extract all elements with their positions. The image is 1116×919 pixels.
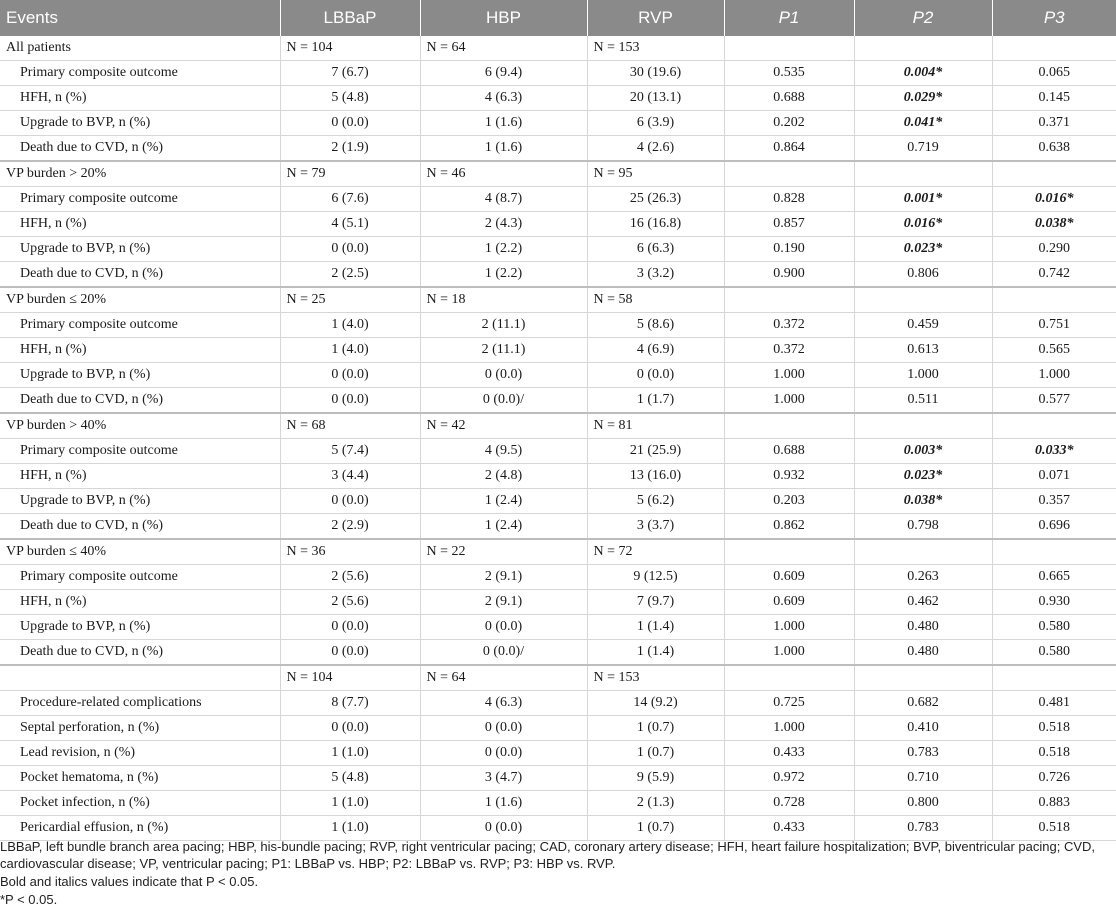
cell-p3 — [992, 287, 1116, 313]
cell-rvp: 16 (16.8) — [587, 212, 724, 237]
cell-lbbap: 0 (0.0) — [280, 388, 420, 414]
row-label: Primary composite outcome — [0, 565, 280, 590]
cell-p2 — [854, 237, 992, 262]
table-row — [0, 791, 1116, 816]
cell-lbbap: 5 (7.4) — [280, 439, 420, 464]
row-label: Septal perforation, n (%) — [0, 716, 280, 741]
significant-value: 0.023* — [903, 241, 943, 256]
header-events: Events — [0, 0, 280, 36]
cell-p2 — [854, 539, 992, 565]
cell-lbbap: 0 (0.0) — [280, 237, 420, 262]
cell-lbbap: 2 (2.5) — [280, 262, 420, 288]
cell-p3 — [992, 36, 1116, 61]
cell-p2: 0.719 — [854, 136, 992, 162]
cell-p2: 0.613 — [854, 338, 992, 363]
cell-p1: 0.202 — [724, 111, 854, 136]
cell-p1: 0.688 — [724, 439, 854, 464]
cell-p2: 0.783 — [854, 816, 992, 841]
cell-rvp: 3 (3.7) — [587, 514, 724, 540]
cell-lbbap: 1 (1.0) — [280, 791, 420, 816]
group-row — [0, 539, 1116, 565]
cell-p1: 0.535 — [724, 61, 854, 86]
cell-p1: 0.688 — [724, 86, 854, 111]
cell-p1 — [724, 665, 854, 691]
cell-p1: 0.433 — [724, 816, 854, 841]
cell-p1 — [724, 161, 854, 187]
cell-p2: 0.263 — [854, 565, 992, 590]
cell-hbp: 2 (11.1) — [420, 313, 587, 338]
cell-rvp: 21 (25.9) — [587, 439, 724, 464]
cell-lbbap: 0 (0.0) — [280, 716, 420, 741]
cell-hbp: N = 64 — [420, 665, 587, 691]
cell-rvp: 0 (0.0) — [587, 363, 724, 388]
cell-hbp: N = 22 — [420, 539, 587, 565]
cell-p2 — [854, 61, 992, 86]
cell-p3: 0.518 — [992, 816, 1116, 841]
row-label — [0, 665, 280, 691]
significant-value: 0.016* — [903, 216, 943, 231]
cell-p3 — [992, 439, 1116, 464]
table-row — [0, 816, 1116, 841]
row-label: Pericardial effusion, n (%) — [0, 816, 280, 841]
significant-value: 0.038* — [1035, 216, 1074, 231]
cell-rvp: 25 (26.3) — [587, 187, 724, 212]
table-row — [0, 640, 1116, 666]
significant-value: 0.033* — [1035, 443, 1074, 458]
table-row — [0, 741, 1116, 766]
cell-hbp: 1 (2.2) — [420, 262, 587, 288]
cell-hbp: 2 (4.3) — [420, 212, 587, 237]
cell-p1: 1.000 — [724, 716, 854, 741]
footnotes — [0, 838, 1110, 909]
cell-rvp: 9 (5.9) — [587, 766, 724, 791]
cell-hbp: 0 (0.0)/ — [420, 388, 587, 414]
table-row — [0, 439, 1116, 464]
cell-lbbap: 0 (0.0) — [280, 363, 420, 388]
cell-lbbap: 3 (4.4) — [280, 464, 420, 489]
cell-rvp: N = 153 — [587, 36, 724, 61]
cell-p2: 1.000 — [854, 363, 992, 388]
table-row — [0, 691, 1116, 716]
cell-p3: 0.071 — [992, 464, 1116, 489]
cell-rvp: N = 153 — [587, 665, 724, 691]
cell-lbbap: 2 (1.9) — [280, 136, 420, 162]
cell-p3: 0.930 — [992, 590, 1116, 615]
row-label: HFH, n (%) — [0, 338, 280, 363]
cell-p3: 0.065 — [992, 61, 1116, 86]
cell-rvp: 1 (1.4) — [587, 640, 724, 666]
cell-p2 — [854, 161, 992, 187]
cell-lbbap: 2 (5.6) — [280, 565, 420, 590]
cell-p2 — [854, 464, 992, 489]
cell-p2 — [854, 36, 992, 61]
table-row — [0, 766, 1116, 791]
cell-hbp: 4 (6.3) — [420, 86, 587, 111]
cell-p2: 0.459 — [854, 313, 992, 338]
row-label: VP burden > 40% — [0, 413, 280, 439]
cell-p1: 0.372 — [724, 313, 854, 338]
group-row — [0, 665, 1116, 691]
cell-p3: 0.742 — [992, 262, 1116, 288]
cell-p3: 0.883 — [992, 791, 1116, 816]
cell-lbbap: 0 (0.0) — [280, 111, 420, 136]
row-label: Procedure-related complications — [0, 691, 280, 716]
header-p3: P3 — [992, 0, 1116, 36]
cell-lbbap: 6 (7.6) — [280, 187, 420, 212]
cell-hbp: 1 (2.2) — [420, 237, 587, 262]
cell-p1: 1.000 — [724, 388, 854, 414]
cell-rvp: 1 (0.7) — [587, 716, 724, 741]
cell-p1: 0.932 — [724, 464, 854, 489]
cell-rvp: 6 (6.3) — [587, 237, 724, 262]
cell-p2 — [854, 413, 992, 439]
cell-p1: 0.433 — [724, 741, 854, 766]
significant-value: 0.003* — [903, 443, 943, 458]
table-row — [0, 262, 1116, 288]
header-row — [0, 0, 1116, 36]
cell-p3: 0.518 — [992, 716, 1116, 741]
cell-lbbap: 2 (5.6) — [280, 590, 420, 615]
cell-rvp: 1 (1.4) — [587, 615, 724, 640]
table-row — [0, 61, 1116, 86]
row-label: Lead revision, n (%) — [0, 741, 280, 766]
cell-p1: 1.000 — [724, 615, 854, 640]
cell-p2 — [854, 439, 992, 464]
cell-rvp: 1 (0.7) — [587, 816, 724, 841]
table-row — [0, 716, 1116, 741]
cell-hbp: 0 (0.0) — [420, 816, 587, 841]
cell-p3: 0.371 — [992, 111, 1116, 136]
cell-hbp: 0 (0.0) — [420, 716, 587, 741]
cell-p1: 0.972 — [724, 766, 854, 791]
significant-value: 0.029* — [903, 90, 943, 105]
table-row — [0, 136, 1116, 162]
cell-hbp: 2 (9.1) — [420, 565, 587, 590]
row-label: Upgrade to BVP, n (%) — [0, 489, 280, 514]
row-label: Death due to CVD, n (%) — [0, 514, 280, 540]
row-label: All patients — [0, 36, 280, 61]
cell-hbp: 2 (4.8) — [420, 464, 587, 489]
cell-lbbap: N = 25 — [280, 287, 420, 313]
header-p1: P1 — [724, 0, 854, 36]
cell-p2 — [854, 86, 992, 111]
group-row — [0, 413, 1116, 439]
cell-rvp: N = 72 — [587, 539, 724, 565]
cell-hbp: 0 (0.0) — [420, 741, 587, 766]
table-row — [0, 590, 1116, 615]
cell-p3 — [992, 665, 1116, 691]
table-row — [0, 237, 1116, 262]
table-row — [0, 615, 1116, 640]
header-rvp: RVP — [587, 0, 724, 36]
row-label: Death due to CVD, n (%) — [0, 136, 280, 162]
cell-rvp: 2 (1.3) — [587, 791, 724, 816]
cell-p3: 0.726 — [992, 766, 1116, 791]
cell-p3: 0.696 — [992, 514, 1116, 540]
header-p2: P2 — [854, 0, 992, 36]
cell-p2 — [854, 287, 992, 313]
row-label: Upgrade to BVP, n (%) — [0, 111, 280, 136]
cell-p1: 0.372 — [724, 338, 854, 363]
cell-hbp: 0 (0.0)/ — [420, 640, 587, 666]
row-label: Primary composite outcome — [0, 61, 280, 86]
row-label: VP burden ≤ 20% — [0, 287, 280, 313]
header-hbp: HBP — [420, 0, 587, 36]
cell-lbbap: N = 68 — [280, 413, 420, 439]
cell-hbp: 1 (2.4) — [420, 489, 587, 514]
cell-p2 — [854, 212, 992, 237]
cell-p3: 0.290 — [992, 237, 1116, 262]
cell-p1: 0.900 — [724, 262, 854, 288]
table-row — [0, 388, 1116, 414]
cell-p2: 0.480 — [854, 615, 992, 640]
cell-lbbap: 7 (6.7) — [280, 61, 420, 86]
cell-p3: 0.580 — [992, 615, 1116, 640]
cell-p2: 0.798 — [854, 514, 992, 540]
cell-rvp: 30 (19.6) — [587, 61, 724, 86]
cell-p1: 0.609 — [724, 565, 854, 590]
cell-lbbap: N = 104 — [280, 665, 420, 691]
cell-rvp: 4 (6.9) — [587, 338, 724, 363]
cell-lbbap: N = 36 — [280, 539, 420, 565]
cell-p1: 1.000 — [724, 363, 854, 388]
table-row — [0, 313, 1116, 338]
table-row — [0, 363, 1116, 388]
cell-p3 — [992, 539, 1116, 565]
row-label: HFH, n (%) — [0, 86, 280, 111]
cell-rvp: 7 (9.7) — [587, 590, 724, 615]
cell-rvp: 13 (16.0) — [587, 464, 724, 489]
cell-hbp: N = 42 — [420, 413, 587, 439]
cell-hbp: 1 (2.4) — [420, 514, 587, 540]
cell-p2 — [854, 187, 992, 212]
cell-lbbap: 1 (4.0) — [280, 338, 420, 363]
cell-rvp: 1 (1.7) — [587, 388, 724, 414]
cell-p1 — [724, 413, 854, 439]
cell-p1: 0.190 — [724, 237, 854, 262]
table-row — [0, 565, 1116, 590]
cell-p1: 0.725 — [724, 691, 854, 716]
cell-p2 — [854, 111, 992, 136]
cell-p2: 0.410 — [854, 716, 992, 741]
cell-rvp: 14 (9.2) — [587, 691, 724, 716]
row-label: HFH, n (%) — [0, 464, 280, 489]
row-label: Pocket hematoma, n (%) — [0, 766, 280, 791]
significant-value: 0.004* — [903, 65, 943, 80]
cell-rvp: N = 95 — [587, 161, 724, 187]
cell-p1 — [724, 36, 854, 61]
table-row — [0, 338, 1116, 363]
cell-p3: 0.577 — [992, 388, 1116, 414]
cell-p2: 0.682 — [854, 691, 992, 716]
footnote-abbreviations: LBBaP, left bundle branch area pacing; HBP, his-bundle pacing; RVP, right ventricular pacing; CAD, coronary artery disease; HFH, heart failure hospitalization; BVP, biventricular pacing; CVD, cardiovascular disease; VP, ventricular pacing; P1: LBBaP vs. HBP; P2: LBBaP vs. RVP; P3: HBP vs. RVP. — [0, 839, 1096, 871]
cell-p3: 0.357 — [992, 489, 1116, 514]
significant-value: 0.001* — [903, 191, 943, 206]
cell-rvp: N = 81 — [587, 413, 724, 439]
cell-rvp: 4 (2.6) — [587, 136, 724, 162]
cell-p2: 0.462 — [854, 590, 992, 615]
cell-lbbap: 5 (4.8) — [280, 766, 420, 791]
row-label: Death due to CVD, n (%) — [0, 640, 280, 666]
cell-lbbap: 1 (1.0) — [280, 741, 420, 766]
table-row — [0, 187, 1116, 212]
group-row — [0, 161, 1116, 187]
cell-p2: 0.800 — [854, 791, 992, 816]
cell-hbp: 0 (0.0) — [420, 363, 587, 388]
footnote-bold: Bold and italics values indicate that P < 0.05. — [0, 874, 259, 889]
cell-rvp: 3 (3.2) — [587, 262, 724, 288]
cell-rvp: 5 (8.6) — [587, 313, 724, 338]
cell-p3 — [992, 413, 1116, 439]
row-label: HFH, n (%) — [0, 590, 280, 615]
cell-lbbap: N = 104 — [280, 36, 420, 61]
cell-lbbap: 2 (2.9) — [280, 514, 420, 540]
cell-p3: 0.638 — [992, 136, 1116, 162]
cell-hbp: N = 64 — [420, 36, 587, 61]
cell-p3: 0.518 — [992, 741, 1116, 766]
row-label: HFH, n (%) — [0, 212, 280, 237]
table-body — [0, 36, 1116, 841]
table-row — [0, 514, 1116, 540]
cell-p2: 0.511 — [854, 388, 992, 414]
cell-hbp: 4 (9.5) — [420, 439, 587, 464]
cell-hbp: 1 (1.6) — [420, 111, 587, 136]
header-lbbap: LBBaP — [280, 0, 420, 36]
cell-p2 — [854, 489, 992, 514]
row-label: Death due to CVD, n (%) — [0, 262, 280, 288]
cell-p3: 0.565 — [992, 338, 1116, 363]
table-row — [0, 212, 1116, 237]
cell-hbp: 2 (9.1) — [420, 590, 587, 615]
footnote-asterisk: *P < 0.05. — [0, 892, 58, 907]
cell-hbp: 1 (1.6) — [420, 791, 587, 816]
cell-lbbap: 5 (4.8) — [280, 86, 420, 111]
significant-value: 0.016* — [1035, 191, 1074, 206]
cell-rvp: 5 (6.2) — [587, 489, 724, 514]
cell-rvp: 20 (13.1) — [587, 86, 724, 111]
cell-hbp: 0 (0.0) — [420, 615, 587, 640]
cell-p3: 0.665 — [992, 565, 1116, 590]
cell-lbbap: 1 (4.0) — [280, 313, 420, 338]
cell-p3 — [992, 161, 1116, 187]
significant-value: 0.038* — [903, 493, 943, 508]
cell-p3: 1.000 — [992, 363, 1116, 388]
cell-hbp: N = 18 — [420, 287, 587, 313]
group-row — [0, 287, 1116, 313]
row-label: Primary composite outcome — [0, 313, 280, 338]
cell-hbp: 4 (6.3) — [420, 691, 587, 716]
cell-p1: 0.728 — [724, 791, 854, 816]
row-label: VP burden > 20% — [0, 161, 280, 187]
table-row — [0, 111, 1116, 136]
cell-rvp: 6 (3.9) — [587, 111, 724, 136]
cell-rvp: N = 58 — [587, 287, 724, 313]
cell-rvp: 9 (12.5) — [587, 565, 724, 590]
cell-p1 — [724, 539, 854, 565]
cell-p3 — [992, 187, 1116, 212]
cell-p1: 1.000 — [724, 640, 854, 666]
significant-value: 0.023* — [903, 468, 943, 483]
cell-p2: 0.480 — [854, 640, 992, 666]
row-label: Pocket infection, n (%) — [0, 791, 280, 816]
cell-p1: 0.828 — [724, 187, 854, 212]
cell-lbbap: 0 (0.0) — [280, 640, 420, 666]
cell-p3: 0.580 — [992, 640, 1116, 666]
cell-p3: 0.481 — [992, 691, 1116, 716]
cell-lbbap: 8 (7.7) — [280, 691, 420, 716]
cell-p1: 0.609 — [724, 590, 854, 615]
row-label: Upgrade to BVP, n (%) — [0, 237, 280, 262]
cell-p2 — [854, 665, 992, 691]
table-row — [0, 86, 1116, 111]
cell-lbbap: 4 (5.1) — [280, 212, 420, 237]
cell-p1 — [724, 287, 854, 313]
cell-hbp: 1 (1.6) — [420, 136, 587, 162]
cell-lbbap: N = 79 — [280, 161, 420, 187]
row-label: Primary composite outcome — [0, 187, 280, 212]
row-label: Primary composite outcome — [0, 439, 280, 464]
row-label: Upgrade to BVP, n (%) — [0, 363, 280, 388]
row-label: VP burden ≤ 40% — [0, 539, 280, 565]
table-row — [0, 489, 1116, 514]
cell-rvp: 1 (0.7) — [587, 741, 724, 766]
cell-lbbap: 0 (0.0) — [280, 615, 420, 640]
row-label: Upgrade to BVP, n (%) — [0, 615, 280, 640]
cell-p1: 0.862 — [724, 514, 854, 540]
cell-p2: 0.806 — [854, 262, 992, 288]
significant-value: 0.041* — [903, 115, 943, 130]
cell-hbp: N = 46 — [420, 161, 587, 187]
cell-hbp: 4 (8.7) — [420, 187, 587, 212]
cell-lbbap: 0 (0.0) — [280, 489, 420, 514]
cell-p1: 0.864 — [724, 136, 854, 162]
cell-p1: 0.203 — [724, 489, 854, 514]
cell-p3: 0.751 — [992, 313, 1116, 338]
cell-p2: 0.710 — [854, 766, 992, 791]
cell-p2: 0.783 — [854, 741, 992, 766]
cell-p3: 0.145 — [992, 86, 1116, 111]
cell-p1: 0.857 — [724, 212, 854, 237]
group-row — [0, 36, 1116, 61]
cell-hbp: 3 (4.7) — [420, 766, 587, 791]
cell-hbp: 6 (9.4) — [420, 61, 587, 86]
table-row — [0, 464, 1116, 489]
cell-hbp: 2 (11.1) — [420, 338, 587, 363]
cell-lbbap: 1 (1.0) — [280, 816, 420, 841]
row-label: Death due to CVD, n (%) — [0, 388, 280, 414]
cell-p3 — [992, 212, 1116, 237]
